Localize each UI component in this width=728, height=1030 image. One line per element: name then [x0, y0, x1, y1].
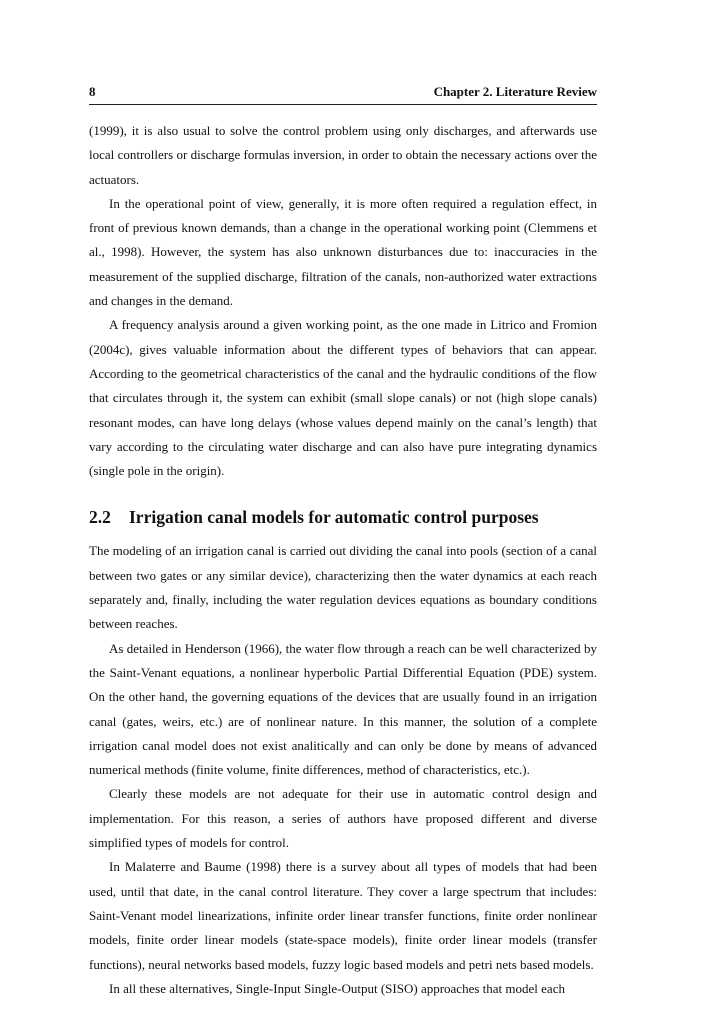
paragraph: In the operational point of view, generally, it is more often required a regulation effect, in front of previous known demands, than a change in the operational working point (Clemmens et al., 1998). However, the system has also unknown disturbances due to: inaccuracies in the measurement of the supplied discharge, filtration of the canals, non-authorized water extractions and changes in the demand. [89, 195, 597, 309]
paragraph: A frequency analysis around a given working point, as the one made in Litrico and Fromion (2004c), gives valuable information about the different types of behaviors that can appear. According to the geometrical characteristics of the canal and the hydraulic conditions of the flow that circulates through it, the system can exhibit (small slope canals) or not (high slope canals) resonant modes, can have long delays (whose values depend mainly on the canal’s length) that vary according to the circulating water discharge and can also have pure integrating dynamics (single pole in the origin). [89, 317, 597, 479]
section-heading [89, 505, 597, 529]
section-title: Irrigation canal models for automatic control purposes [129, 507, 539, 528]
page-number: 8 [89, 84, 96, 99]
section-number: 2.2 [89, 507, 111, 528]
body-text [89, 119, 597, 1001]
page [89, 84, 597, 1001]
running-header [89, 84, 597, 105]
paragraph: In Malaterre and Baume (1998) there is a survey about all types of models that had been used, until that date, in the canal control literature. They cover a large spectrum that includes: Saint-Venant model linearizations, infinite order linear transfer functions, finite order nonlinear models, finite order linear models (state-space models), finite order linear models (transfer functions), neural networks based models, fuzzy logic based models and petri nets based models. [89, 859, 597, 972]
chapter-title: Chapter 2. Literature Review [433, 84, 597, 99]
paragraph: In all these alternatives, Single-Input Single-Output (SISO) approaches that model each [109, 980, 565, 996]
paragraph: (1999), it is also usual to solve the control problem using only discharges, and afterwards use local controllers or discharge formulas inversion, in order to obtain the necessary actions over the actuators. [89, 123, 597, 187]
paragraph: The modeling of an irrigation canal is carried out dividing the canal into pools (section of a canal between two gates or any similar device), characterizing then the water dynamics at each reach separately and, finally, including the water regulation devices equations as boundary conditions between reaches. [89, 543, 597, 632]
paragraph: As detailed in Henderson (1966), the water flow through a reach can be well characterized by the Saint-Venant equations, a nonlinear hyperbolic Partial Differential Equation (PDE) system. On the other hand, the governing equations of the devices that are usually found in an irrigation canal (gates, weirs, etc.) are of nonlinear nature. In this manner, the solution of a complete irrigation canal model does not exist analitically and can only be done by means of advanced numerical methods (finite volume, finite differences, method of characteristics, etc.). [89, 640, 597, 778]
paragraph: Clearly these models are not adequate for their use in automatic control design and implementation. For this reason, a series of authors have proposed different and diverse simplified types of models for control. [89, 786, 597, 851]
